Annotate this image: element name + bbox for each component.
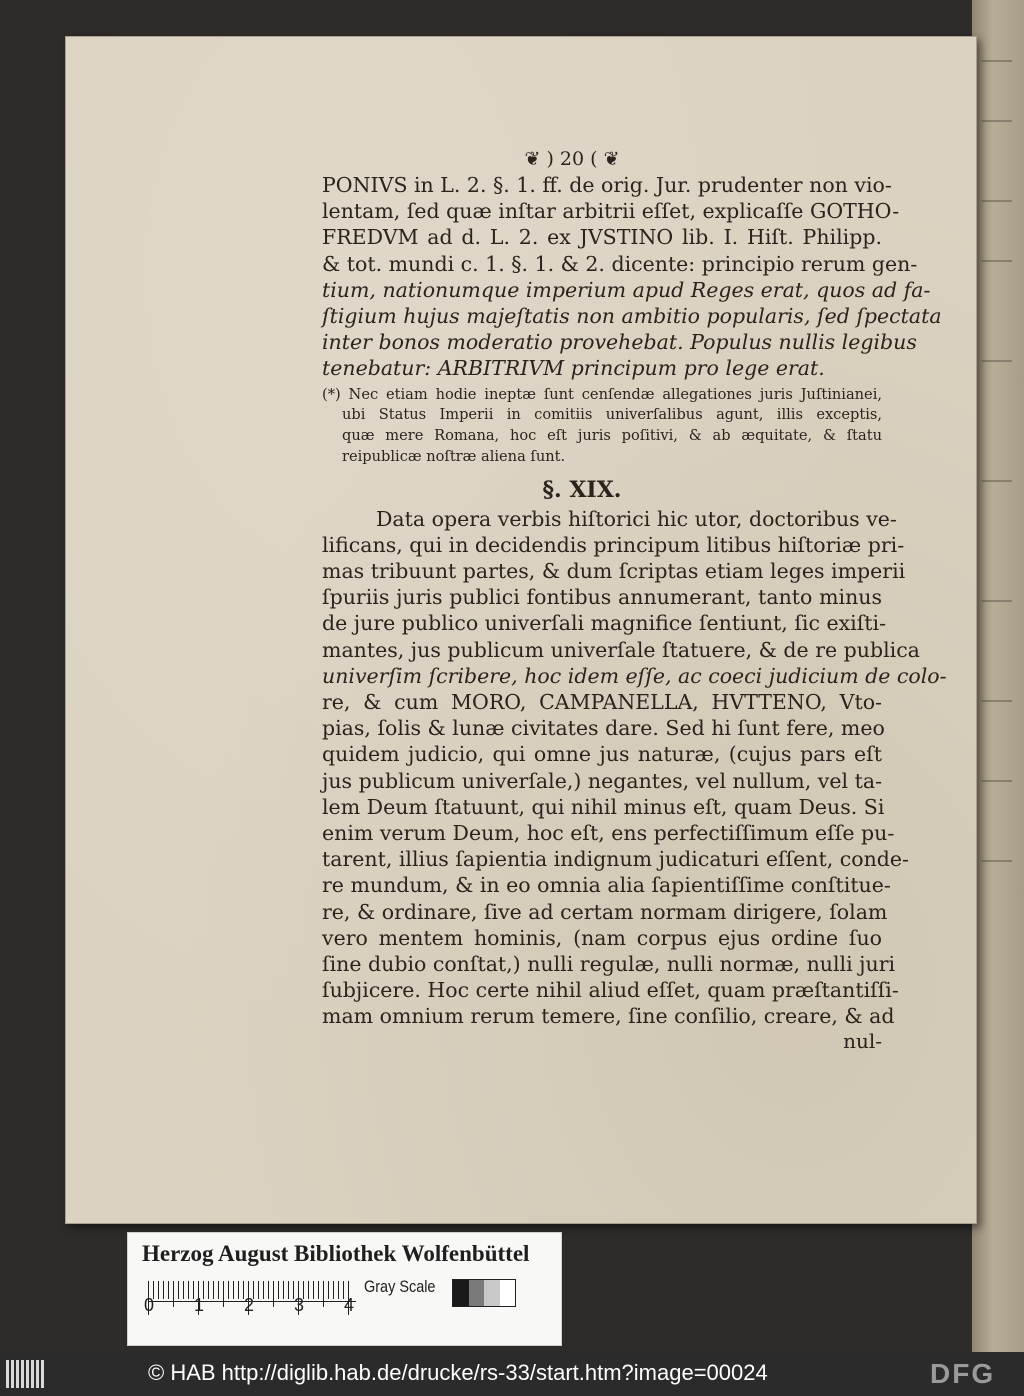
footnote bbox=[322, 385, 882, 468]
footnote-line: quæ mere Romana, hoc eſt juris poſitivi, & ab æquitate, & ſtatu bbox=[342, 427, 882, 445]
page-text bbox=[322, 146, 947, 1054]
hab-logo-icon bbox=[6, 1360, 44, 1388]
ruler-tick bbox=[218, 1281, 219, 1299]
text-line: PONIVS in L. 2. §. 1. ff. de orig. Jur. prudenter non vio- bbox=[322, 173, 892, 197]
footer-bar bbox=[0, 1352, 1024, 1396]
ruler-tick bbox=[238, 1281, 239, 1299]
ruler-tick bbox=[223, 1281, 224, 1307]
ruler-tick bbox=[283, 1281, 284, 1299]
page-header: ❦ ) 20 ( ❦ bbox=[524, 148, 620, 170]
text-line: univerſim ſcribere, hoc idem eſſe, ac coeci judicium de colo- bbox=[322, 663, 947, 688]
ruler-tick bbox=[258, 1281, 259, 1299]
text-line: re, & cum MORO, CAMPANELLA, HVTTENO, Vto- bbox=[322, 690, 882, 714]
section-heading: §. XIX. bbox=[542, 476, 622, 503]
gray-swatch bbox=[453, 1280, 469, 1306]
text-line: Data opera verbis hiſtorici hic utor, doctoribus ve- bbox=[376, 506, 897, 531]
gray-swatch bbox=[484, 1280, 500, 1306]
gray-swatch bbox=[500, 1280, 516, 1306]
footnote-line: reipublicæ noſtræ aliena ſunt. bbox=[342, 447, 566, 465]
ruler-tick bbox=[183, 1281, 184, 1299]
ruler-tick bbox=[178, 1281, 179, 1299]
text-line: mam omnium rerum temere, ſine conſilio, creare, & ad bbox=[322, 1004, 895, 1029]
ruler-tick bbox=[333, 1281, 334, 1299]
text-line: tenebatur: ARBITRIVM principum pro lege erat. bbox=[322, 356, 825, 381]
text-line: vero mentem hominis, (nam corpus ejus ordine ſuo bbox=[322, 925, 882, 950]
text-line: tarent, illius ſapientia indignum judicaturi eſſent, conde- bbox=[322, 847, 909, 872]
ruler-tick bbox=[323, 1281, 324, 1307]
ruler-tick bbox=[278, 1281, 279, 1299]
ruler-tick bbox=[273, 1281, 274, 1307]
text-line: ſpuriis juris publici fontibus annumerant, tanto minus bbox=[322, 585, 882, 610]
ruler-tick bbox=[268, 1281, 269, 1299]
gray-scale-label: Gray Scale bbox=[364, 1277, 436, 1296]
ruler-tick bbox=[173, 1281, 174, 1307]
text-line: mas tribuunt partes, & dum ſcriptas etiam leges imperii bbox=[322, 559, 906, 584]
ruler-tick bbox=[263, 1281, 264, 1299]
ruler-tick bbox=[328, 1281, 329, 1299]
ruler-tick bbox=[233, 1281, 234, 1299]
ruler-tick bbox=[228, 1281, 229, 1299]
text-line: lem Deum ſtatuunt, qui nihil minus eſt, quam Deus. Si bbox=[322, 794, 885, 819]
footer-credit-link[interactable]: © HAB http://diglib.hab.de/drucke/rs-33/start.htm?image=00024 bbox=[148, 1360, 768, 1385]
text-line: inter bonos moderatio provehebat. Populus nullis legibus bbox=[322, 330, 917, 355]
scale-number: 4 bbox=[344, 1295, 355, 1315]
text-line: & tot. mundi c. 1. §. 1. & 2. dicente: principio rerum gen- bbox=[322, 251, 918, 276]
ruler-tick bbox=[338, 1281, 339, 1299]
text-line: pias, ſolis & lunæ civitates dare. Sed hi ſunt fere, meo bbox=[322, 716, 885, 741]
main-paragraph bbox=[322, 172, 942, 382]
ruler-tick bbox=[208, 1281, 209, 1299]
ruler-tick bbox=[163, 1281, 164, 1299]
text-line: lificans, qui in decidendis principum litibus hiſtoriæ pri- bbox=[322, 532, 905, 557]
text-line: de jure publico univerſali magnifice ſentiunt, ſic exiſti- bbox=[322, 611, 887, 636]
library-name: Herzog August Bibliothek Wolfenbüttel bbox=[142, 1241, 530, 1266]
library-banner bbox=[127, 1232, 562, 1346]
text-line: ſubjicere. Hoc certe nihil aliud eſſet, quam præſtantiſſi- bbox=[322, 978, 899, 1003]
catchword: nul- bbox=[843, 1029, 882, 1054]
ruler-tick bbox=[313, 1281, 314, 1299]
text-line: re, & ordinare, ſive ad certam normam dirigere, ſolam bbox=[322, 899, 888, 924]
text-line: mantes, jus publicum univerſale ſtatuere, & de re publica bbox=[322, 637, 920, 662]
ruler-tick bbox=[188, 1281, 189, 1299]
text-line: FREDVM ad d. L. 2. ex JVSTINO lib. I. Hiſt. Philipp. bbox=[322, 225, 882, 250]
text-line: tium, nationumque imperium apud Reges erat, quos ad fa- bbox=[322, 277, 931, 302]
ruler-tick bbox=[158, 1281, 159, 1299]
adjacent-page-edge bbox=[972, 0, 1024, 1352]
text-line: lentam, ſed quæ inſtar arbitrii eſſet, explicaſſe GOTHO- bbox=[322, 199, 900, 224]
text-line: re mundum, & in eo omnia alia ſapientiſſime conſtitue- bbox=[322, 873, 891, 898]
text-line: jus publicum univerſale,) negantes, vel nullum, vel ta- bbox=[322, 768, 882, 793]
text-line: quidem judicio, qui omne jus naturæ, (cujus pars eſt bbox=[322, 742, 882, 767]
body-paragraph bbox=[322, 506, 947, 1030]
scale-number: 2 bbox=[244, 1295, 255, 1315]
footnote-line: ubi Status Imperii in comitiis univerſalibus agunt, illis exceptis, bbox=[342, 406, 882, 424]
ruler-tick bbox=[168, 1281, 169, 1299]
gray-scale-swatches bbox=[452, 1279, 516, 1307]
text-line: enim verum Deum, hoc eſt, ens perfectiſſimum eſſe pu- bbox=[322, 820, 895, 845]
gray-swatch bbox=[469, 1280, 485, 1306]
ruler-tick bbox=[308, 1281, 309, 1299]
footnote-line: (*) Nec etiam hodie ineptæ ſunt cenſendæ allegationes juris Juſtinianei, bbox=[322, 385, 882, 403]
scale-number: 3 bbox=[294, 1295, 305, 1315]
ruler-tick bbox=[318, 1281, 319, 1299]
scale-number: 0 bbox=[144, 1295, 155, 1315]
ruler-tick bbox=[213, 1281, 214, 1299]
scale-number: 1 bbox=[194, 1295, 205, 1315]
dfg-logo: DFG bbox=[930, 1358, 996, 1389]
text-line: ſine dubio conſtat,) nulli regulæ, nulli normæ, nulli juri bbox=[322, 951, 896, 976]
text-line: ſtigium hujus majeſtatis non ambitio popularis, ſed ſpectata bbox=[322, 303, 942, 328]
ruler-tick bbox=[288, 1281, 289, 1299]
